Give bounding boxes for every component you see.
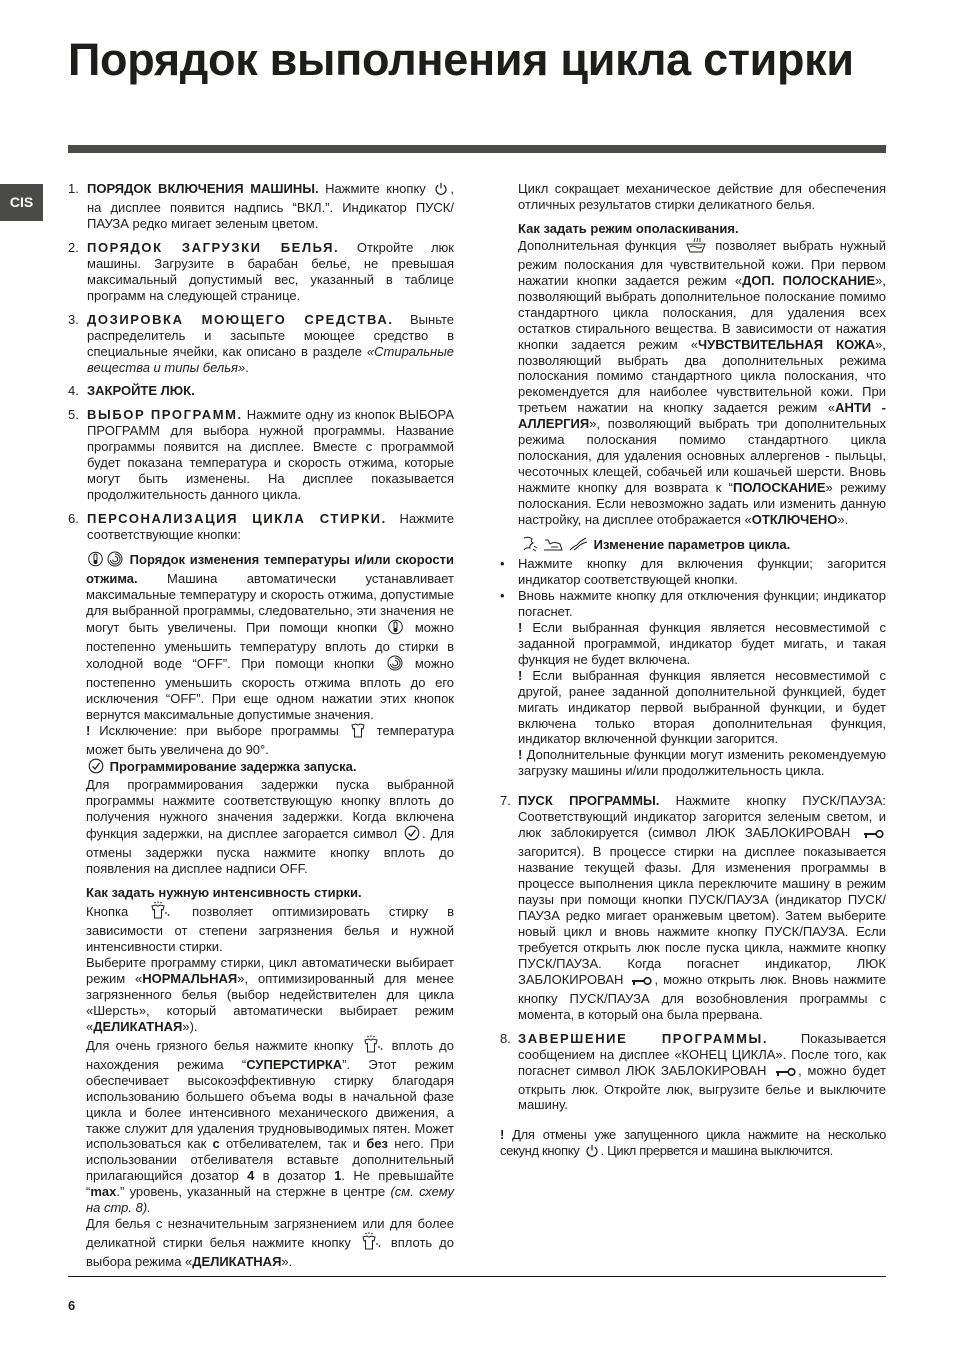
thermometer-icon [88,551,103,571]
paragraph [500,620,886,668]
text-run: ». [281,1254,293,1270]
text-run: ! [500,1127,513,1143]
text-run: Дополнительные функции могут изменить рекомендуемую загрузку машины и/или продолжительность цикла. [518,747,886,779]
intensity-icon [360,1232,382,1254]
text-run: » режиму полоскания. Если невозможно задать или изменить данную настройку, на дисплее отображается « [518,480,886,528]
power-icon [434,182,448,200]
step-number: 1. [68,181,79,196]
text-run: СУПЕРСТИРКА [246,1056,343,1072]
text-run: », оптимизированный для менее загрязненного белья (выбор недействителен для цикла «Шерсть», который автоматически выбирает режим « [86,970,454,1034]
text-run: ! [518,747,527,763]
text-run: ! [86,722,100,738]
text-run: Как задать нужную интенсивность стирки. [86,885,362,901]
rinse-icon [685,237,707,257]
footnote [500,1127,886,1162]
paragraph [68,551,454,723]
text-run: Для программирования задержки пуска выбранной программы нажмите соответствующую кнопку вплоть до получения нужного значения задержки. Когда включена функция задержки, на дисплее загорается символ [86,777,454,842]
paragraph [500,536,886,556]
text-run: Выньте распределитель и засыпьте моющее средство в специальные ячейки, как описано в разделе [87,311,455,359]
step-number: 5. [68,407,79,423]
power-icon [585,1144,599,1162]
bullet-dot: • [500,587,505,603]
text-run: ПУСК ПРОГРАММЫ. [518,793,660,809]
text-run: ПОЛОСКАНИЕ [733,480,826,496]
text-run: позволяет выбрать нужный режим полоскания для чувствительной кожи. При первом нажатии кнопки задается режим « [518,237,886,288]
text-run: (см. схему на стр. 8). [86,1184,454,1216]
step-number: 3. [68,311,79,327]
text-run: АНТИ - АЛЛЕРГИЯ [518,400,886,432]
text-run: ДЕЛИКАТНАЯ [93,1018,183,1034]
text-run: ! [518,619,533,635]
footer-divider [68,1276,886,1277]
key-icon [774,1066,796,1082]
text-run: Программирование задержка запуска. [106,758,357,774]
text-run: Кнопка [86,904,148,920]
text-run: ДОЗИРОВКА МОЮЩЕГО СРЕДСТВА. [87,311,394,327]
paragraph [68,758,454,778]
text-run: ПЕРСОНАЛИЗАЦИЯ ЦИКЛА СТИРКИ. [87,511,387,527]
cotton-icon [350,723,366,742]
text-run: Нажмите кнопку ПУСК/ПАУЗА: Соответствующий индикатор загорится зеленым светом, и люк заблокируется (символ ЛЮК ЗАБЛОКИРОВАН [518,793,886,841]
text-run: Порядок изменения температуры и/или скорости отжима. [86,552,454,587]
text-run: ПОРЯДОК ЗАГРУЗКИ БЕЛЬЯ. [87,239,340,255]
text-run: Машина автоматически устанавливает максимальные температуру и скорость отжима, допустимые для выбранной программы, следовательно, эти значения не могут быть увеличены. При помощи кнопки [86,571,454,635]
dry-icon [568,536,588,556]
text-run: ПОРЯДОК ВКЛЮЧЕНИЯ МАШИНЫ. [87,181,319,196]
text-run: Для отмены уже запущенного цикла нажмите на несколько секунд кнопку [500,1127,886,1159]
stain-icon [520,536,538,556]
text-run: Нажмите соответствующие кнопки: [87,511,454,543]
text-run: »). [182,1018,198,1034]
text-run: ». [837,512,849,528]
numbered-step [500,1031,886,1114]
text-run: Показывается сообщением на дисплее «КОНЕЦ ЦИКЛА». После того, как погаснет символ ЛЮК ЗАБЛОКИРОВАН [518,1030,886,1078]
text-run: », позволяющий выбрать дополнительное полоскание помимо стандартного цикла полоскания, для удаления всех остатков стирального вещества. В зависимости от нажатия кнопки задается режим « [518,272,887,352]
text-run: загорится). В процессе стирки на дисплее показывается название текущей фазы. Для изменения программы в процессе выполнения цикла переключите машину в режим паузы при помощи кнопки ПУСК/ПАУЗА (индикатор ПУСК/ПАУЗА редко мигает оранжевым цветом). Затем выберите новый цикл и вновь нажмите кнопку ПУСК/ПАУЗА. Если требуется открыть люк после пуска цикла, нажмите кнопку ПУСК/ПАУЗА. Когда погаснет индикатор, ЛЮК ЗАБЛОКИРОВАН [518,844,886,987]
numbered-step [68,312,454,376]
text-run: Нажмите кнопку [318,181,433,196]
numbered-step [68,511,454,543]
text-run: . [245,359,249,375]
spin-icon [107,551,123,571]
intensity-icon [149,901,171,923]
paragraph [68,901,454,955]
text-run: », позволяющий выбрать два дополнительных режима полоскания помимо стандартного цикла полоскания, что рекомендуется для наиболее чувствительной кожи. При третьем нажатии на кнопку задается режим « [518,336,886,416]
paragraph [500,747,886,779]
bullet-item [500,556,886,588]
text-run: Выберите программу стирки, цикл автоматически выбирает режим « [86,954,454,986]
delay-icon [88,758,104,778]
text-run: Откройте люк машины. Загрузите в барабан белье, не превышая максимальный допустимый вес, указанный в таблице программ на следующей странице. [87,239,454,303]
numbered-step [500,793,886,1022]
text-run: max [90,1184,117,1200]
text-run: , можно открыть люк. Вновь нажмите кнопку ПУСК/ПАУЗА для возобновления программы с момента, в который она была прервана. [518,971,886,1022]
text-run: Нажмите одну из кнопок ВЫБОРА ПРОГРАММ для выбора нужной программы. Название программы появится на дисплее. Вместе с программой будет показана температура и скорость отжима, которые могут быть изменены. На дисплее показывается продолжительность данного цикла. [87,407,454,503]
text-run: Как задать режим ополаскивания. [518,220,739,236]
bullet-dot: • [500,555,505,571]
thermometer-icon [388,619,403,639]
text-run: в дозатор [254,1168,335,1184]
numbered-step [68,240,454,304]
text-run: 4 [247,1168,255,1184]
text-run: Для очень грязного белья нажмите кнопку [86,1037,360,1053]
intensity-icon [362,1035,384,1057]
text-run: Вновь нажмите кнопку для отключения функции; индикатор погаснет. [518,587,886,619]
key-icon [630,975,652,991]
text-run: Если выбранная функция является несовместимой с другой, ранее заданной дополнительной функцией, будет мигать индикатор первой выбранной функции, и будет включена только вторая дополнительная функция, индикатор включенной функции загорится. [518,667,886,747]
text-run: ДОП. ПОЛОСКАНИЕ [742,272,876,288]
numbered-step [68,407,454,503]
text-run: Дополнительная функция [518,237,683,253]
text-run: ЧУВСТВИТЕЛЬНАЯ КОЖА [697,336,876,352]
text-run: ”. Этот режим обеспечивает высокоэффективную стирку благодаря использованию большего объема воды в начальной фазе цикла и более интенсивного механического движения, а также служит для удаления трудновыводимых пятен. Может использоваться как [86,1056,454,1152]
step-number: 7. [500,793,511,809]
paragraph [68,723,454,758]
text-run: ОТКЛЮЧЕНО [751,512,838,528]
text-run: , на дисплее появится надпись “ВКЛ.”. Индикатор ПУСК/ ПАУЗА редко мигает зеленым цветом. [87,181,454,231]
right-column [500,181,886,1162]
text-run: с [212,1136,220,1152]
spin-icon [387,655,403,675]
paragraph [68,777,454,877]
paragraph [68,885,454,901]
text-run: температура может быть увеличена до 90°. [86,722,454,757]
paragraph [500,668,886,748]
text-run: .” уровень, указанный на стержне в центре [116,1184,391,1200]
step-number: 6. [68,511,79,527]
text-run: Для белья с незначительным загрязнением или для более деликатной стирки белья нажмите кнопку [86,1216,454,1251]
text-run: позволяет оптимизировать стирку в зависимости от степени загрязнения белья и нужной интенсивности стирки. [86,904,454,955]
page-title: Порядок выполнения цикла стирки [68,34,854,85]
text-run: . Для отмены задержки пуска нажмите кнопку вплоть до появления на дисплее надписи OFF. [86,826,454,877]
text-run: . Цикл прервется и машина выключится. [600,1143,833,1159]
paragraph [68,1035,454,1216]
text-run: », позволяющий выбрать три дополнительных режима полоскания помимо стандартного цикла полоскания, для удаления основных аллергенов - пыльцы, чесоточных клещей, собачьей или кошачьей шерсти. Вновь нажмите кнопку для возврата к “ [518,416,886,496]
text-run: можно постепенно уменьшить скорость отжима вплоть до его исключения “OFF”. При еще одном нажатии этих кнопок вернутся максимальные допустимые значения. [86,655,454,722]
text-run: Исключение: при выборе программы [99,722,348,738]
text-run: вплоть до выбора режима « [86,1235,454,1270]
left-column [68,181,454,1270]
paragraph [500,221,886,237]
step-number: 8. [500,1030,511,1046]
paragraph [500,237,886,528]
step-number: 2. [68,239,79,255]
text-run: «Стиральные вещества и типы белья» [87,343,454,375]
language-tab: CIS [0,184,43,221]
text-run: 1 [334,1168,342,1184]
text-run: Изменение параметров цикла. [590,537,791,553]
text-run: ДЕЛИКАТНАЯ [192,1254,282,1270]
text-run: . Не превышайте “ [86,1168,454,1200]
step-number: 4. [68,383,79,399]
delay-icon [404,825,420,845]
page-number: 6 [68,1298,76,1313]
text-run: вплоть до нахождения режима “ [86,1037,454,1072]
key-icon [862,828,884,844]
text-run: ЗАВЕРШЕНИЕ ПРОГРАММЫ. [518,1030,769,1046]
text-run: ЗАКРОЙТЕ ЛЮК. [87,383,195,399]
text-run: без [366,1136,388,1152]
text-run: него. При использовании отбеливателя вставьте дополнительный прилагающийся дозатор [86,1136,454,1184]
text-run: ВЫБОР ПРОГРАММ. [87,407,243,423]
text-run: можно постепенно уменьшить температуру вплоть до стирки в холодной воде “OFF”. При помощи кнопки [86,619,454,671]
paragraph [68,1216,454,1270]
text-run: Цикл сокращает механическое действие для обеспечения отличных результатов стирки деликатного белья. [518,181,886,212]
numbered-step [68,181,454,232]
text-run: ! [518,667,533,683]
text-run: Нажмите кнопку для включения функции; загорится индикатор соответствующей кнопки. [518,555,886,587]
iron-icon [542,538,564,556]
paragraph [68,955,454,1035]
numbered-step [68,383,454,399]
text-run: НОРМАЛЬНАЯ [142,970,238,986]
title-divider [68,145,886,153]
bullet-item [500,588,886,620]
text-run: Если выбранная функция является несовместимой с заданной программой, индикатор будет мигать, и такая функция не будет включена. [518,619,886,667]
paragraph [500,181,886,213]
text-run: отбеливателем, так и [219,1136,367,1152]
text-run: , можно будет открыть люк. Откройте люк, выгрузите белье и выключите машину. [518,1062,886,1113]
